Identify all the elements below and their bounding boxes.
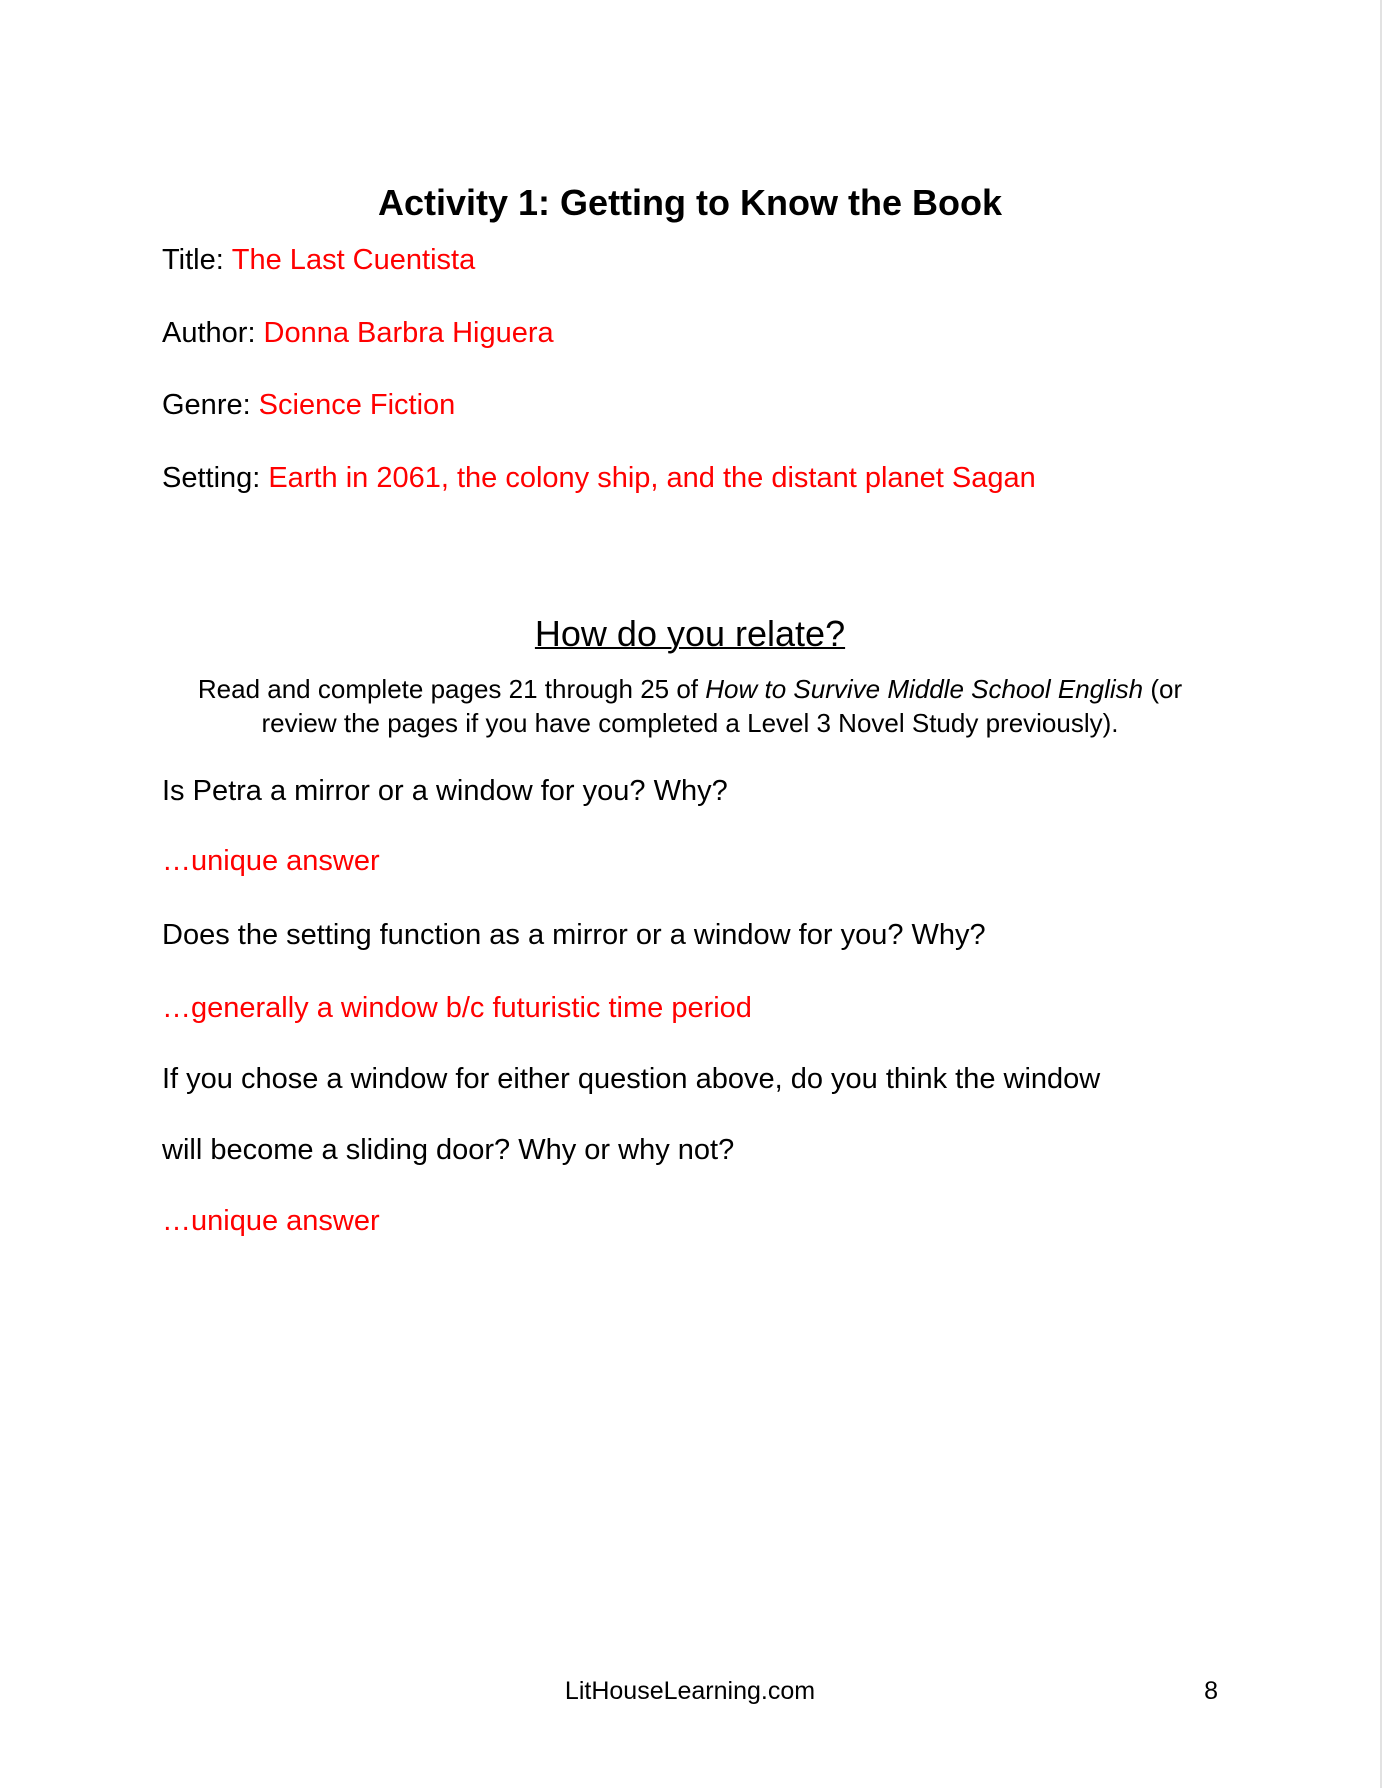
instructions-line1-pre: Read and complete pages 21 through 25 of bbox=[197, 674, 706, 704]
question-text: Is Petra a mirror or a window for you? Why? bbox=[162, 775, 728, 807]
activity-title: Activity 1: Getting to Know the Book bbox=[377, 182, 1002, 224]
instructions-line1-post: (or bbox=[1143, 674, 1183, 704]
instructions-book-title: How to Survive Middle School English bbox=[705, 674, 1144, 704]
meta-row-genre bbox=[162, 388, 1218, 423]
meta-value-title: The Last Cuentista bbox=[231, 244, 476, 276]
meta-value-setting: Earth in 2061, the colony ship, and the distant planet Sagan bbox=[268, 462, 1036, 494]
question-text: Does the setting function as a mirror or a window for you? Why? bbox=[162, 919, 986, 951]
question-text: If you chose a window for either question above, do you think the window bbox=[162, 1063, 1101, 1095]
meta-value-author: Donna Barbra Higuera bbox=[263, 317, 554, 349]
meta-row-setting bbox=[162, 461, 1218, 496]
answer-text: …generally a window b/c futuristic time period bbox=[162, 992, 752, 1024]
meta-label-title: Title: bbox=[162, 244, 224, 276]
meta-label-setting: Setting: bbox=[162, 462, 261, 494]
meta-label-author: Author: bbox=[162, 317, 256, 349]
section-heading: How do you relate? bbox=[534, 612, 846, 654]
footer-site: LitHouseLearning.com bbox=[564, 1677, 816, 1705]
question-text: will become a sliding door? Why or why not? bbox=[162, 1134, 735, 1166]
answer-text: …unique answer bbox=[162, 845, 380, 877]
answer-text: …unique answer bbox=[162, 1205, 380, 1237]
instructions-line2: review the pages if you have completed a Level 3 Novel Study previously). bbox=[261, 708, 1119, 738]
footer-page-number: 8 bbox=[1204, 1677, 1218, 1705]
instructions-paragraph bbox=[162, 672, 1218, 740]
meta-value-genre: Science Fiction bbox=[258, 389, 456, 421]
meta-row-title bbox=[162, 243, 1218, 278]
meta-label-genre: Genre: bbox=[162, 389, 251, 421]
meta-row-author bbox=[162, 316, 1218, 351]
